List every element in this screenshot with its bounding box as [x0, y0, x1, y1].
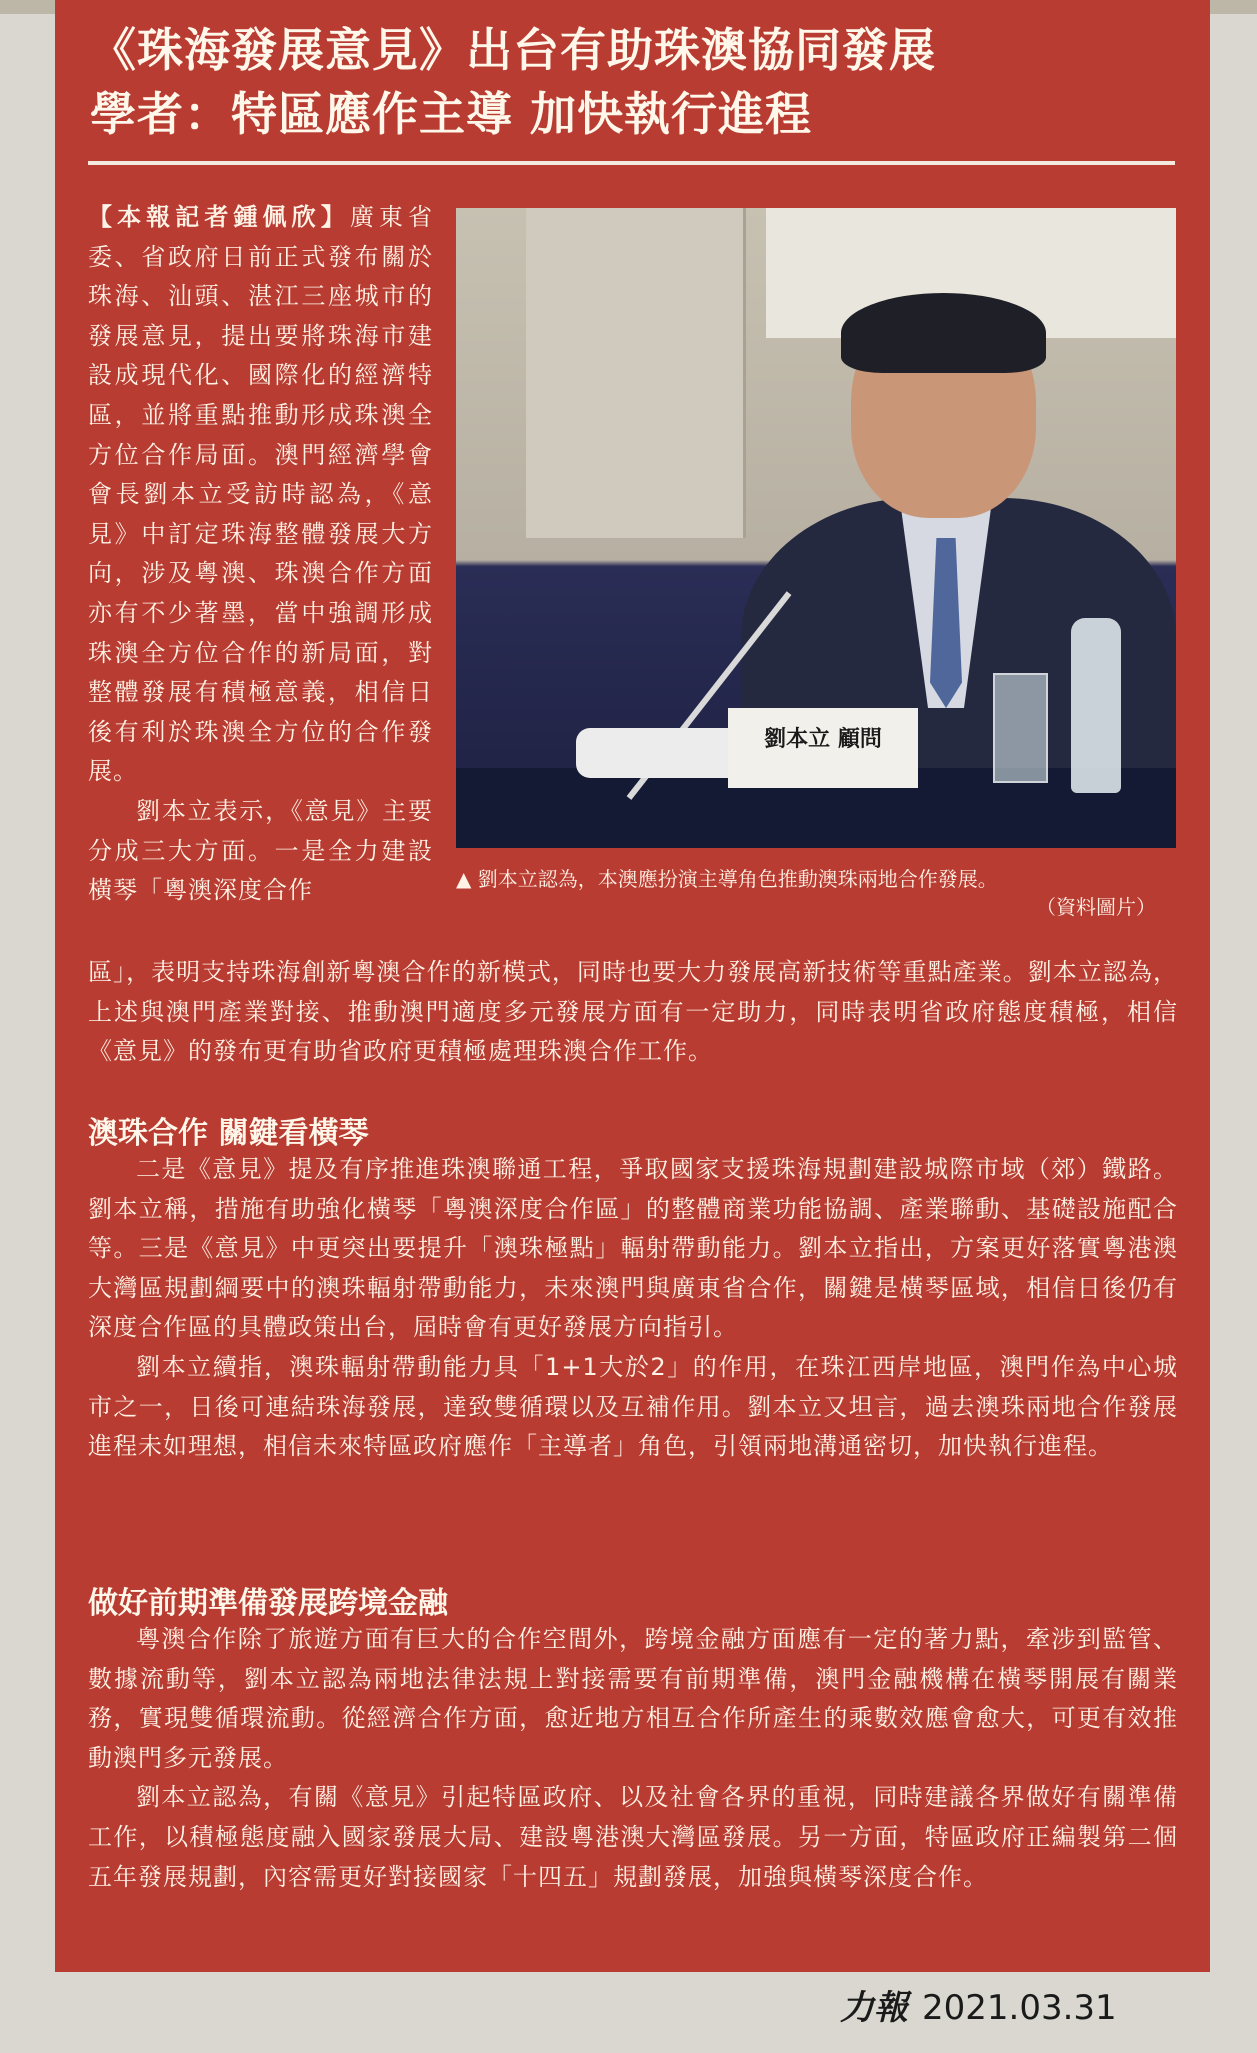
section-2 [88, 1620, 1178, 1897]
headline-line-1: 《珠海發展意見》出台有助珠澳協同發展 [90, 23, 936, 77]
section1-paragraph-1: 二是《意見》提及有序推進珠澳聯通工程，爭取國家支援珠海規劃建設城際市域（郊）鐵路。劉本立稱，措施有助強化橫琴「粵澳深度合作區」的整體商業功能協調、產業聯動、基礎設施配合等。三是《意見》中更突出要提升「澳珠極點」輻射帶動能力。劉本立指出，方案更好落實粵港澳大灣區規劃綱要中的澳珠輻射帶動能力，未來澳門與廣東省合作，關鍵是橫琴區域，相信日後仍有深度合作區的具體政策出台，屆時會有更好發展方向指引。 [88, 1155, 1178, 1342]
byline: 【本報記者鍾佩欣】 [88, 203, 350, 231]
photo-caption [456, 865, 1176, 921]
lead-paragraph [88, 198, 433, 792]
para2-column-text: 劉本立表示，《意見》主要分成三大方面。一是全力建設橫琴「粵澳深度合作 [88, 796, 433, 905]
subhead-2: 做好前期準備發展跨境金融 [88, 1586, 448, 1621]
photo-person-hair [841, 293, 1046, 373]
photo-nameplate [728, 708, 918, 788]
photo-water-bottle [1071, 618, 1121, 793]
caption-source: （資料圖片） [1036, 895, 1156, 919]
headline-line-2: 學者：特區應作主導 加快執行進程 [90, 87, 813, 141]
lead-text: 廣東省委、省政府日前正式發布關於珠海、汕頭、湛江三座城市的發展意見，提出要將珠海市建設成現代化、國際化的經濟特區，並將重點推動形成珠澳全方位合作局面。澳門經濟學會會長劉本立受訪時認為，《意見》中訂定珠海整體發展大方向，涉及粵澳、珠澳合作方面亦有不少著墨，當中強調形成珠澳全方位合作的新局面，對整體發展有積極意義，相信日後有利於珠澳全方位的合作發展。 [88, 203, 434, 786]
subhead-1: 澳珠合作 關鍵看橫琴 [88, 1116, 369, 1151]
section2-paragraph-1: 粵澳合作除了旅遊方面有巨大的合作空間外，跨境金融方面應有一定的著力點，牽涉到監管、數據流動等，劉本立認為兩地法律法規上對接需要有前期準備，澳門金融機構在橫琴開展有關業務，實現雙循環流動。從經濟合作方面，愈近地方相互合作所產生的乘數效應會愈大，可更有效推動澳門多元發展。 [88, 1625, 1178, 1772]
publication-name: 力報 [840, 1988, 908, 2028]
lead-column [88, 198, 433, 911]
section1-paragraph-2: 劉本立續指，澳珠輻射帶動能力具「1+1大於2」的作用，在珠江西岸地區，澳門作為中心城市之一，日後可連結珠海發展，達致雙循環以及互補作用。劉本立又坦言，過去澳珠兩地合作發展進程未如理想，相信未來特區政府應作「主導者」角色，引領兩地溝通密切，加快執行進程。 [88, 1352, 1178, 1461]
photo-water-glass [993, 673, 1048, 783]
page-footer [840, 1980, 1117, 2029]
article-photo [456, 208, 1176, 848]
caption-text: ▲ 劉本立認為，本澳應扮演主導角色推動澳珠兩地合作發展。 [456, 867, 998, 891]
para2-wide-text: 區」，表明支持珠海創新粵澳合作的新模式，同時也要大力發展高新技術等重點產業。劉本立認為，上述與澳門產業對接、推動澳門適度多元發展方面有一定助力，同時表明省政府態度積極，相信《意見》的發布更有助省政府更積極處理珠澳合作工作。 [88, 958, 1178, 1066]
para2-continued [88, 953, 1178, 1072]
section-1 [88, 1150, 1178, 1467]
headline-divider [88, 161, 1175, 165]
nameplate-subtext [821, 761, 825, 774]
section2-paragraph-2: 劉本立認為，有關《意見》引起特區政府、以及社會各界的重視，同時建議各界做好有關準備工作，以積極態度融入國家發展大局、建設粵港澳大灣區發展。另一方面，特區政府正編製第二個五年發展規劃，內容需更好對接國家「十四五」規劃發展，加強與橫琴深度合作。 [88, 1783, 1178, 1891]
publication-date: 2021.03.31 [922, 1988, 1117, 2028]
headline [90, 18, 1150, 146]
photo-wall-panel [526, 208, 746, 538]
nameplate-text: 劉本立 顧問 [764, 726, 882, 752]
